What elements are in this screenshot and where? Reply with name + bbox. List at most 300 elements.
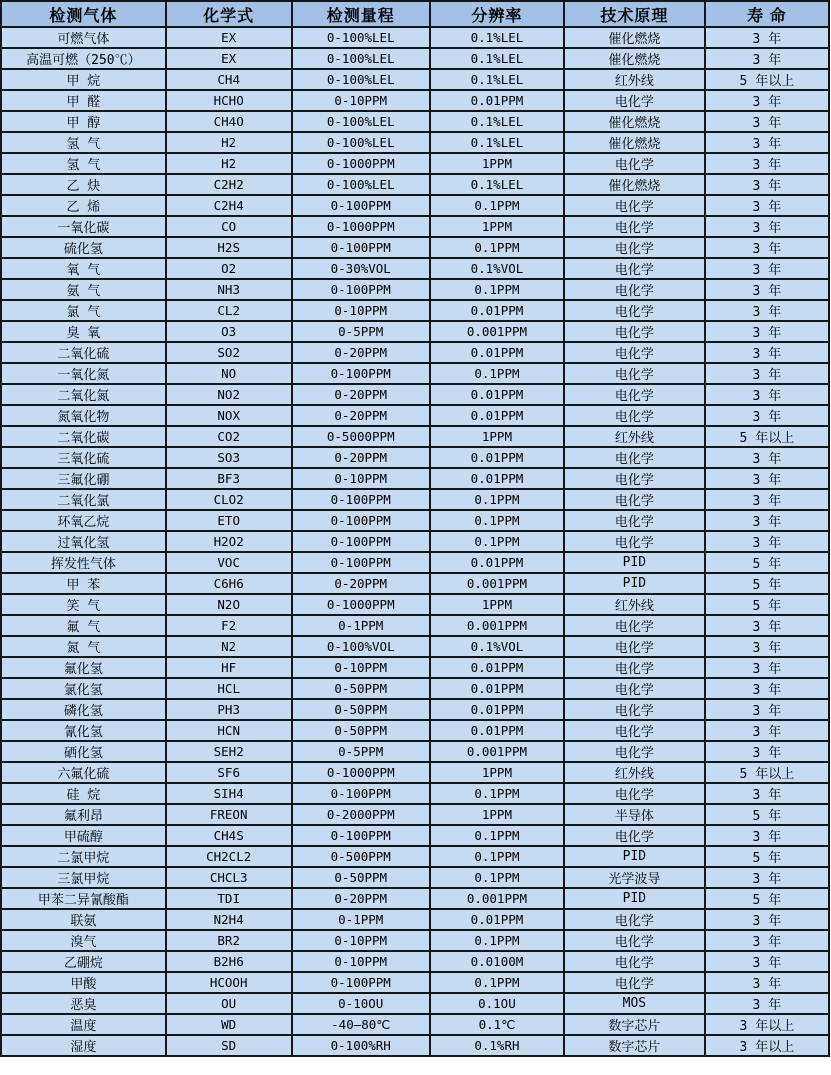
cell-principle: 电化学 — [564, 636, 705, 657]
cell-principle: 电化学 — [564, 279, 705, 300]
cell-principle: PID — [564, 552, 705, 573]
cell-resolution: 0.001PPM — [430, 321, 564, 342]
cell-range: -40—80℃ — [292, 1014, 430, 1035]
table-row — [1, 27, 829, 48]
cell-gas-name: 甲 醇 — [1, 111, 166, 132]
cell-gas-name: 甲酸 — [1, 972, 166, 993]
cell-gas-name: 恶臭 — [1, 993, 166, 1014]
table-row — [1, 699, 829, 720]
cell-lifespan: 5 年以上 — [705, 426, 829, 447]
table-row — [1, 573, 829, 594]
table-row — [1, 300, 829, 321]
table-row — [1, 363, 829, 384]
column-header-resolution: 分辨率 — [430, 1, 564, 27]
cell-formula: TDI — [166, 888, 292, 909]
cell-range: 0-50PPM — [292, 699, 430, 720]
cell-gas-name: 一氧化碳 — [1, 216, 166, 237]
cell-formula: CO2 — [166, 426, 292, 447]
cell-principle: 光学波导 — [564, 867, 705, 888]
table-row — [1, 1035, 829, 1056]
cell-gas-name: 二氧化氮 — [1, 384, 166, 405]
cell-lifespan: 3 年 — [705, 279, 829, 300]
cell-formula: B2H6 — [166, 951, 292, 972]
cell-principle: 半导体 — [564, 804, 705, 825]
cell-principle: 电化学 — [564, 972, 705, 993]
cell-lifespan: 3 年 — [705, 867, 829, 888]
cell-range: 0-20PPM — [292, 384, 430, 405]
cell-resolution: 0.1%LEL — [430, 111, 564, 132]
cell-resolution: 0.01PPM — [430, 468, 564, 489]
cell-resolution: 0.01PPM — [430, 552, 564, 573]
cell-formula: CO — [166, 216, 292, 237]
cell-principle: 电化学 — [564, 531, 705, 552]
table-row — [1, 258, 829, 279]
cell-lifespan: 3 年 — [705, 216, 829, 237]
cell-formula: O2 — [166, 258, 292, 279]
cell-gas-name: 二氧化氯 — [1, 489, 166, 510]
cell-formula: H2 — [166, 153, 292, 174]
table-row — [1, 636, 829, 657]
cell-range: 0-20PPM — [292, 447, 430, 468]
cell-gas-name: 氟 气 — [1, 615, 166, 636]
cell-lifespan: 3 年 — [705, 153, 829, 174]
cell-gas-name: 氯化氢 — [1, 678, 166, 699]
cell-principle: MOS — [564, 993, 705, 1014]
cell-range: 0-1PPM — [292, 615, 430, 636]
cell-resolution: 1PPM — [430, 153, 564, 174]
cell-resolution: 0.1PPM — [430, 510, 564, 531]
cell-gas-name: 氟利昂 — [1, 804, 166, 825]
cell-formula: ETO — [166, 510, 292, 531]
cell-formula: H2O2 — [166, 531, 292, 552]
cell-resolution: 0.01PPM — [430, 909, 564, 930]
cell-principle: 电化学 — [564, 951, 705, 972]
cell-lifespan: 3 年 — [705, 174, 829, 195]
cell-lifespan: 3 年 — [705, 741, 829, 762]
cell-formula: N2H4 — [166, 909, 292, 930]
table-row — [1, 804, 829, 825]
cell-gas-name: 高温可燃（250℃） — [1, 48, 166, 69]
table-row — [1, 1014, 829, 1035]
cell-principle: 电化学 — [564, 468, 705, 489]
table-row — [1, 405, 829, 426]
cell-formula: HF — [166, 657, 292, 678]
cell-principle: 电化学 — [564, 510, 705, 531]
cell-resolution: 0.01PPM — [430, 678, 564, 699]
cell-lifespan: 3 年 — [705, 48, 829, 69]
cell-principle: 红外线 — [564, 762, 705, 783]
cell-principle: 电化学 — [564, 153, 705, 174]
cell-principle: 电化学 — [564, 216, 705, 237]
cell-lifespan: 3 年 — [705, 615, 829, 636]
cell-resolution: 0.1PPM — [430, 531, 564, 552]
cell-range: 0-50PPM — [292, 867, 430, 888]
cell-gas-name: 氮氧化物 — [1, 405, 166, 426]
cell-gas-name: 溴气 — [1, 930, 166, 951]
cell-principle: 催化燃烧 — [564, 111, 705, 132]
cell-resolution: 0.1PPM — [430, 237, 564, 258]
cell-formula: C2H2 — [166, 174, 292, 195]
table-row — [1, 111, 829, 132]
table-row — [1, 909, 829, 930]
cell-principle: 电化学 — [564, 657, 705, 678]
cell-principle: PID — [564, 888, 705, 909]
cell-resolution: 0.001PPM — [430, 888, 564, 909]
cell-formula: NH3 — [166, 279, 292, 300]
cell-resolution: 0.01PPM — [430, 447, 564, 468]
cell-resolution: 1PPM — [430, 594, 564, 615]
cell-resolution: 0.1PPM — [430, 972, 564, 993]
column-header-principle: 技术原理 — [564, 1, 705, 27]
cell-range: 0-1000PPM — [292, 153, 430, 174]
cell-gas-name: 三氯甲烷 — [1, 867, 166, 888]
cell-gas-name: 三氧化硫 — [1, 447, 166, 468]
cell-resolution: 0.01PPM — [430, 90, 564, 111]
cell-lifespan: 5 年以上 — [705, 762, 829, 783]
cell-range: 0-100%LEL — [292, 111, 430, 132]
table-row — [1, 153, 829, 174]
cell-range: 0-100PPM — [292, 531, 430, 552]
cell-gas-name: 乙 烯 — [1, 195, 166, 216]
cell-gas-name: 硅 烷 — [1, 783, 166, 804]
cell-lifespan: 3 年 — [705, 363, 829, 384]
cell-resolution: 0.01PPM — [430, 384, 564, 405]
cell-formula: SIH4 — [166, 783, 292, 804]
table-row — [1, 321, 829, 342]
cell-principle: PID — [564, 846, 705, 867]
header-row — [1, 1, 829, 27]
cell-resolution: 0.1%LEL — [430, 69, 564, 90]
cell-formula: FREON — [166, 804, 292, 825]
table-row — [1, 993, 829, 1014]
cell-gas-name: 氰化氢 — [1, 720, 166, 741]
cell-range: 0-100%LEL — [292, 174, 430, 195]
cell-formula: EX — [166, 48, 292, 69]
cell-formula: CH4S — [166, 825, 292, 846]
table-row — [1, 174, 829, 195]
cell-lifespan: 3 年 — [705, 699, 829, 720]
cell-range: 0-10PPM — [292, 657, 430, 678]
table-row — [1, 720, 829, 741]
cell-resolution: 0.001PPM — [430, 615, 564, 636]
cell-resolution: 0.1PPM — [430, 363, 564, 384]
cell-lifespan: 3 年 — [705, 657, 829, 678]
cell-range: 0-100%LEL — [292, 48, 430, 69]
cell-resolution: 0.1OU — [430, 993, 564, 1014]
cell-resolution: 0.01PPM — [430, 300, 564, 321]
cell-range: 0-100PPM — [292, 783, 430, 804]
cell-lifespan: 5 年以上 — [705, 69, 829, 90]
cell-range: 0-1000PPM — [292, 594, 430, 615]
table-row — [1, 216, 829, 237]
cell-formula: NO — [166, 363, 292, 384]
cell-resolution: 1PPM — [430, 762, 564, 783]
cell-principle: 电化学 — [564, 342, 705, 363]
cell-gas-name: 硒化氢 — [1, 741, 166, 762]
cell-gas-name: 三氟化硼 — [1, 468, 166, 489]
cell-range: 0-5PPM — [292, 321, 430, 342]
cell-principle: 电化学 — [564, 237, 705, 258]
cell-formula: HCL — [166, 678, 292, 699]
cell-gas-name: 硫化氢 — [1, 237, 166, 258]
cell-formula: SO3 — [166, 447, 292, 468]
cell-resolution: 0.001PPM — [430, 573, 564, 594]
cell-lifespan: 3 年 — [705, 825, 829, 846]
cell-lifespan: 3 年 — [705, 405, 829, 426]
cell-lifespan: 3 年 — [705, 489, 829, 510]
table-row — [1, 510, 829, 531]
table-row — [1, 930, 829, 951]
cell-gas-name: 氯 气 — [1, 300, 166, 321]
table-row — [1, 195, 829, 216]
table-row — [1, 237, 829, 258]
cell-resolution: 0.1PPM — [430, 846, 564, 867]
cell-formula: SF6 — [166, 762, 292, 783]
cell-lifespan: 3 年 — [705, 468, 829, 489]
cell-range: 0-100PPM — [292, 279, 430, 300]
cell-gas-name: 二氧化碳 — [1, 426, 166, 447]
cell-formula: F2 — [166, 615, 292, 636]
cell-principle: 电化学 — [564, 447, 705, 468]
cell-formula: SD — [166, 1035, 292, 1056]
cell-lifespan: 3 年 — [705, 237, 829, 258]
cell-lifespan: 3 年 — [705, 384, 829, 405]
cell-principle: 红外线 — [564, 69, 705, 90]
cell-gas-name: 温度 — [1, 1014, 166, 1035]
table-body — [1, 27, 829, 1056]
cell-range: 0-10PPM — [292, 300, 430, 321]
cell-resolution: 0.1%VOL — [430, 636, 564, 657]
cell-lifespan: 3 年 — [705, 447, 829, 468]
cell-gas-name: 挥发性气体 — [1, 552, 166, 573]
cell-range: 0-50PPM — [292, 720, 430, 741]
table-row — [1, 741, 829, 762]
cell-formula: HCOOH — [166, 972, 292, 993]
cell-formula: C6H6 — [166, 573, 292, 594]
cell-principle: 电化学 — [564, 783, 705, 804]
cell-range: 0-100PPM — [292, 552, 430, 573]
cell-resolution: 0.1%LEL — [430, 132, 564, 153]
cell-principle: 电化学 — [564, 825, 705, 846]
table-row — [1, 972, 829, 993]
cell-principle: 电化学 — [564, 321, 705, 342]
cell-range: 0-100%VOL — [292, 636, 430, 657]
cell-range: 0-500PPM — [292, 846, 430, 867]
cell-range: 0-100PPM — [292, 237, 430, 258]
cell-formula: CH4 — [166, 69, 292, 90]
cell-range: 0-2000PPM — [292, 804, 430, 825]
cell-range: 0-5000PPM — [292, 426, 430, 447]
table-row — [1, 489, 829, 510]
table-row — [1, 951, 829, 972]
cell-resolution: 0.1PPM — [430, 279, 564, 300]
cell-principle: 电化学 — [564, 90, 705, 111]
cell-gas-name: 乙硼烷 — [1, 951, 166, 972]
table-row — [1, 447, 829, 468]
cell-formula: EX — [166, 27, 292, 48]
cell-resolution: 0.1%LEL — [430, 27, 564, 48]
column-header-formula: 化学式 — [166, 1, 292, 27]
cell-resolution: 0.01PPM — [430, 720, 564, 741]
cell-principle: 电化学 — [564, 300, 705, 321]
cell-gas-name: 磷化氢 — [1, 699, 166, 720]
cell-principle: 电化学 — [564, 615, 705, 636]
cell-formula: CH4O — [166, 111, 292, 132]
cell-principle: 数字芯片 — [564, 1014, 705, 1035]
cell-principle: 电化学 — [564, 363, 705, 384]
cell-gas-name: 六氟化硫 — [1, 762, 166, 783]
cell-lifespan: 3 年 — [705, 111, 829, 132]
cell-formula: OU — [166, 993, 292, 1014]
cell-range: 0-10OU — [292, 993, 430, 1014]
cell-range: 0-10PPM — [292, 951, 430, 972]
cell-resolution: 0.1%LEL — [430, 174, 564, 195]
cell-resolution: 0.01PPM — [430, 405, 564, 426]
table-row — [1, 846, 829, 867]
cell-resolution: 0.01PPM — [430, 657, 564, 678]
cell-range: 0-100%RH — [292, 1035, 430, 1056]
cell-principle: 电化学 — [564, 720, 705, 741]
cell-formula: PH3 — [166, 699, 292, 720]
cell-lifespan: 5 年 — [705, 552, 829, 573]
cell-gas-name: 可燃气体 — [1, 27, 166, 48]
cell-resolution: 0.1%VOL — [430, 258, 564, 279]
cell-lifespan: 3 年 — [705, 783, 829, 804]
cell-lifespan: 3 年 — [705, 531, 829, 552]
cell-range: 0-100PPM — [292, 825, 430, 846]
cell-range: 0-30%VOL — [292, 258, 430, 279]
cell-formula: BF3 — [166, 468, 292, 489]
cell-range: 0-100%LEL — [292, 69, 430, 90]
cell-gas-name: 氨 气 — [1, 279, 166, 300]
cell-formula: HCN — [166, 720, 292, 741]
table-row — [1, 468, 829, 489]
cell-lifespan: 5 年 — [705, 888, 829, 909]
cell-range: 0-5PPM — [292, 741, 430, 762]
cell-principle: 电化学 — [564, 258, 705, 279]
cell-principle: PID — [564, 573, 705, 594]
cell-formula: HCHO — [166, 90, 292, 111]
column-header-range: 检测量程 — [292, 1, 430, 27]
cell-lifespan: 5 年 — [705, 846, 829, 867]
cell-lifespan: 3 年 — [705, 930, 829, 951]
cell-range: 0-1PPM — [292, 909, 430, 930]
cell-lifespan: 3 年 — [705, 258, 829, 279]
cell-principle: 电化学 — [564, 384, 705, 405]
cell-formula: N2O — [166, 594, 292, 615]
cell-gas-name: 氢 气 — [1, 153, 166, 174]
cell-lifespan: 3 年 — [705, 720, 829, 741]
table-row — [1, 678, 829, 699]
cell-lifespan: 3 年 — [705, 678, 829, 699]
table-header — [1, 1, 829, 27]
cell-lifespan: 3 年 — [705, 132, 829, 153]
cell-principle: 催化燃烧 — [564, 27, 705, 48]
cell-principle: 红外线 — [564, 594, 705, 615]
cell-gas-name: 氮 气 — [1, 636, 166, 657]
cell-principle: 催化燃烧 — [564, 132, 705, 153]
cell-gas-name: 甲硫醇 — [1, 825, 166, 846]
cell-resolution: 1PPM — [430, 216, 564, 237]
table-row — [1, 132, 829, 153]
cell-lifespan: 5 年 — [705, 594, 829, 615]
cell-resolution: 0.1PPM — [430, 867, 564, 888]
cell-lifespan: 3 年 — [705, 342, 829, 363]
table-row — [1, 384, 829, 405]
cell-gas-name: 二氧化硫 — [1, 342, 166, 363]
cell-formula: O3 — [166, 321, 292, 342]
cell-range: 0-50PPM — [292, 678, 430, 699]
table-row — [1, 615, 829, 636]
cell-formula: CHCL3 — [166, 867, 292, 888]
cell-gas-name: 过氧化氢 — [1, 531, 166, 552]
cell-lifespan: 3 年 — [705, 951, 829, 972]
cell-gas-name: 笑 气 — [1, 594, 166, 615]
cell-resolution: 1PPM — [430, 426, 564, 447]
cell-formula: WD — [166, 1014, 292, 1035]
cell-resolution: 0.1PPM — [430, 195, 564, 216]
cell-range: 0-100PPM — [292, 489, 430, 510]
cell-range: 0-10PPM — [292, 468, 430, 489]
cell-formula: CL2 — [166, 300, 292, 321]
cell-principle: 电化学 — [564, 909, 705, 930]
cell-gas-name: 一氧化氮 — [1, 363, 166, 384]
cell-resolution: 0.1%LEL — [430, 48, 564, 69]
cell-lifespan: 3 年 — [705, 195, 829, 216]
cell-formula: SEH2 — [166, 741, 292, 762]
cell-resolution: 0.1%RH — [430, 1035, 564, 1056]
cell-range: 0-20PPM — [292, 573, 430, 594]
cell-lifespan: 3 年 — [705, 27, 829, 48]
table-row — [1, 426, 829, 447]
cell-gas-name: 甲 醛 — [1, 90, 166, 111]
cell-gas-name: 环氧乙烷 — [1, 510, 166, 531]
cell-formula: NO2 — [166, 384, 292, 405]
cell-formula: CLO2 — [166, 489, 292, 510]
cell-resolution: 0.1PPM — [430, 783, 564, 804]
cell-lifespan: 3 年以上 — [705, 1035, 829, 1056]
cell-range: 0-100PPM — [292, 195, 430, 216]
table-row — [1, 783, 829, 804]
table-row — [1, 825, 829, 846]
cell-gas-name: 二氯甲烷 — [1, 846, 166, 867]
cell-lifespan: 3 年 — [705, 321, 829, 342]
cell-principle: 催化燃烧 — [564, 174, 705, 195]
cell-range: 0-20PPM — [292, 405, 430, 426]
cell-resolution: 0.01PPM — [430, 342, 564, 363]
cell-formula: BR2 — [166, 930, 292, 951]
cell-gas-name: 臭 氧 — [1, 321, 166, 342]
cell-resolution: 0.1PPM — [430, 825, 564, 846]
cell-range: 0-1000PPM — [292, 216, 430, 237]
cell-formula: CH2CL2 — [166, 846, 292, 867]
cell-formula: VOC — [166, 552, 292, 573]
cell-lifespan: 3 年 — [705, 300, 829, 321]
cell-range: 0-100PPM — [292, 510, 430, 531]
table-row — [1, 594, 829, 615]
cell-lifespan: 3 年 — [705, 510, 829, 531]
cell-resolution: 0.001PPM — [430, 741, 564, 762]
cell-range: 0-100PPM — [292, 972, 430, 993]
cell-resolution: 0.1PPM — [430, 489, 564, 510]
cell-principle: 电化学 — [564, 930, 705, 951]
cell-principle: 电化学 — [564, 678, 705, 699]
cell-lifespan: 3 年 — [705, 90, 829, 111]
cell-lifespan: 3 年 — [705, 636, 829, 657]
cell-lifespan: 3 年以上 — [705, 1014, 829, 1035]
table-row — [1, 279, 829, 300]
cell-gas-name: 甲苯二异氰酸酯 — [1, 888, 166, 909]
